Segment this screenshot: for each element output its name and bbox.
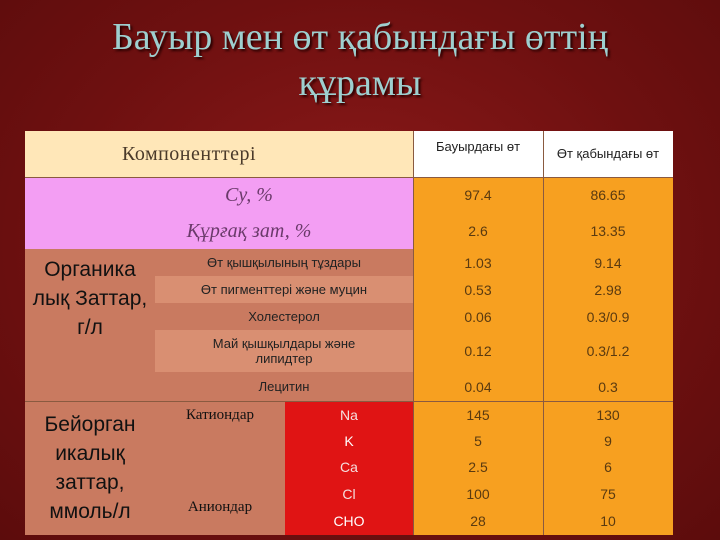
organic-item-v1: 0.12: [413, 330, 543, 372]
grid-line: [543, 131, 544, 535]
header-col-liver: Бауырдағы өт: [413, 131, 543, 177]
ion-cl-v2: 75: [543, 480, 673, 507]
organic-item-label: Лецитин: [155, 372, 413, 401]
ion-na-v1: 145: [413, 401, 543, 428]
anions-label: Аниондар: [155, 480, 285, 535]
organic-item-v2: 9.14: [543, 249, 673, 276]
ion-ca-v1: 2.5: [413, 454, 543, 480]
ion-cl-v1: 100: [413, 480, 543, 507]
grid-line: [413, 131, 414, 535]
organic-item-v1: 0.04: [413, 372, 543, 401]
ion-k: K: [285, 428, 413, 454]
organic-item-v1: 0.53: [413, 276, 543, 303]
ion-na-v2: 130: [543, 401, 673, 428]
ion-cl: Cl: [285, 480, 413, 507]
ion-cho: CHO: [285, 507, 413, 535]
organic-item-label: Холестерол: [155, 303, 413, 330]
ion-ca: Ca: [285, 454, 413, 480]
row-water-label: Су, %: [25, 177, 413, 213]
cations-label: Катиондар: [155, 401, 285, 480]
organic-item-v2: 0.3/0.9: [543, 303, 673, 330]
grid-line: [25, 177, 673, 178]
organic-item-label: Өт пигменттері және муцин: [155, 276, 413, 303]
organic-item-v2: 2.98: [543, 276, 673, 303]
ion-ca-v2: 6: [543, 454, 673, 480]
title-line-2: құрамы: [298, 62, 422, 104]
header-col-gallbladder: Өт қабындағы өт: [543, 131, 673, 177]
ion-cho-v1: 28: [413, 507, 543, 535]
row-dry-v2: 13.35: [543, 213, 673, 249]
organic-item-label: Өт қышқылының тұздары: [155, 249, 413, 276]
slide-title: [40, 14, 680, 106]
ion-k-v2: 9: [543, 428, 673, 454]
row-water-v2: 86.65: [543, 177, 673, 213]
organic-item-v1: 0.06: [413, 303, 543, 330]
row-dry-v1: 2.6: [413, 213, 543, 249]
ion-na: Na: [285, 401, 413, 428]
organic-item-label: Май қышқылдары және липидтер: [155, 330, 413, 372]
inorganic-category: Бейорган икалық заттар, ммоль/л: [25, 401, 155, 535]
grid-line: [25, 401, 673, 402]
organic-item-v2: 0.3/1.2: [543, 330, 673, 372]
row-water-v1: 97.4: [413, 177, 543, 213]
title-line-1: Бауыр мен өт қабындағы өттің: [111, 16, 609, 58]
ion-cho-v2: 10: [543, 507, 673, 535]
header-component: Компоненттері: [25, 131, 413, 177]
organic-item-v2: 0.3: [543, 372, 673, 401]
row-dry-label: Құрғақ зат, %: [25, 213, 413, 249]
organic-category: Органика лық Заттар, г/л: [25, 249, 155, 401]
organic-item-v1: 1.03: [413, 249, 543, 276]
ion-k-v1: 5: [413, 428, 543, 454]
